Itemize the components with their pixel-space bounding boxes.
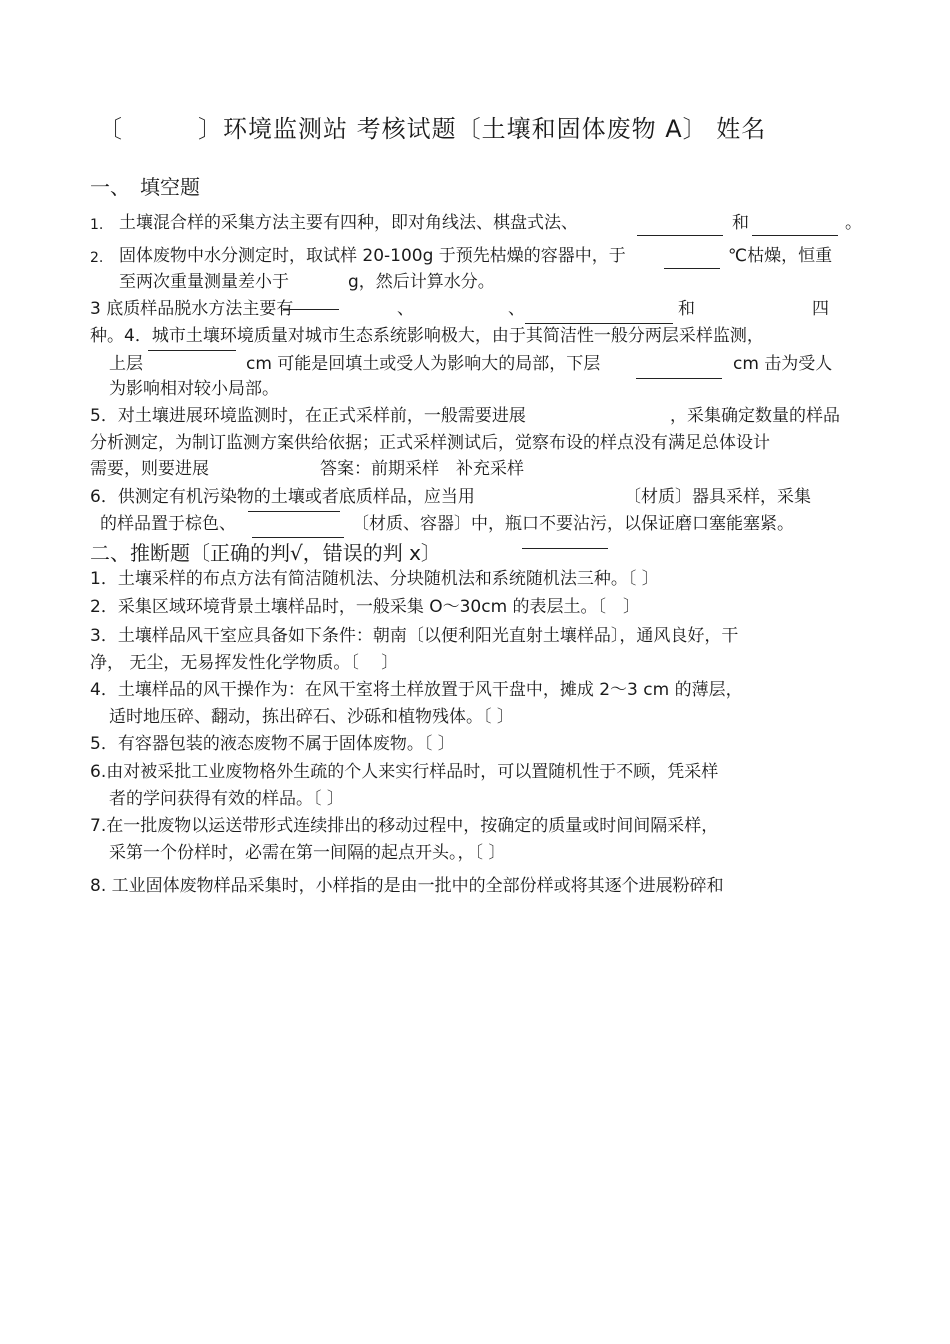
q5-line3a: 需要，则要进展 — [90, 459, 209, 479]
q6-blank-2 — [252, 537, 344, 538]
q1-text: 土壤混合样的采集方法主要有四种，即对角线法、棋盘式法、 — [119, 213, 578, 233]
q1-end: 。 — [845, 213, 862, 233]
q5-line2: 分析测定，为制订监测方案供给依据；正式采样测试后，觉察布设的样点没有满足总体设计 — [90, 433, 770, 453]
q6-line2a: 的样品置于棕色、 — [100, 514, 236, 534]
q4-line1: 种。4．城市土壤环境质量对城市生态系统影响极大，由于其简洁性一般分两层采样监测， — [90, 326, 764, 346]
page-title: 〔 〕环境监测站 考核试题〔土壤和固体废物 A〕 姓名 — [98, 115, 767, 143]
q4-line2a: 上层 — [109, 354, 143, 374]
q3-blank — [525, 323, 673, 324]
q6-blank-1 — [248, 511, 340, 512]
q1-blank-2 — [752, 235, 838, 236]
q5-line1a: 5．对土壤进展环境监测时，在正式采样前，一般需要进展 — [90, 406, 526, 426]
q2-line2b: g，然后计算水分。 — [348, 272, 495, 292]
judge-item-6-line1: 6.由对被采批工业废物格外生疏的个人来实行样品时，可以置随机性于不顾，凭采样 — [90, 762, 719, 782]
q2-number: 2. — [90, 250, 104, 266]
q5-line1b: ，采集确定数量的样品 — [670, 406, 840, 426]
q3-he: 和 — [678, 299, 695, 319]
q4-blank-2 — [636, 378, 722, 379]
judge-item-4-line2: 适时地压碎、翻动，拣出碎石、沙砾和植物残体。〔 〕 — [109, 707, 514, 727]
judge-item-7-line2: 采第一个份样时，必需在第一间隔的起点开头。，〔 〕 — [109, 843, 506, 863]
judge-item-5: 5．有容器包装的液态废物不属于固体废物。〔 〕 — [90, 734, 455, 754]
section1-heading: 一、 填空题 — [90, 175, 200, 199]
q1-blank-1 — [637, 235, 723, 236]
q4-line2c: cm 击为受人 — [733, 354, 833, 374]
q1-he: 和 — [732, 213, 749, 233]
q3-si: 四 — [812, 299, 829, 319]
q3-strike-line — [283, 309, 339, 310]
q6-line1a: 6．供测定有机污染物的土壤或者底质样品，应当用 — [90, 487, 475, 507]
judge-item-7-line1: 7.在一批废物以运送带形式连续排出的移动过程中，按确定的质量或时间间隔采样， — [90, 816, 719, 836]
judge-item-2: 2．采集区域环境背景土壤样品时，一般采集 O～30cm 的表层土。〔 〕 — [90, 597, 641, 617]
q1-number: 1. — [90, 217, 104, 233]
q4-blank-1 — [148, 350, 236, 351]
q2-line1a: 固体废物中水分测定时，取试样 20-100g 于预先枯燥的容器中，于 — [119, 246, 626, 266]
q2-blank-1 — [664, 268, 720, 269]
q4-line3: 为影响相对较小局部。 — [109, 379, 279, 399]
q3-text: 3 底质样品脱水方法主要有 — [90, 299, 294, 319]
q4-line2b: cm 可能是回填土或受人为影响大的局部，下层 — [246, 354, 601, 374]
q2-line1b: ℃枯燥，恒重 — [728, 246, 833, 266]
section2-heading: 二、推断题〔正确的判√，错误的判 x〕 — [90, 541, 441, 565]
q2-line2a: 至两次重量测量差小于 — [119, 272, 289, 292]
judge-item-8: 8. 工业固体废物样品采集时，小样指的是由一批中的全部份样或将其逐个进展粉碎和 — [90, 876, 724, 896]
q6-line1b: 〔材质〕器具采样，采集 — [624, 487, 811, 507]
judge-item-3-line2: 净， 无尘，无易挥发性化学物质。〔 〕 — [90, 653, 399, 673]
section2-stray-line — [522, 548, 608, 549]
q6-line2b: 〔材质、容器〕中，瓶口不要沾污，以保证磨口塞能塞紧。 — [352, 514, 794, 534]
judge-item-6-line2: 者的学问获得有效的样品。〔 〕 — [109, 789, 344, 809]
q3-dun-2: 、 — [508, 299, 525, 319]
q5-answer: 答案：前期采样 补充采样 — [320, 459, 524, 479]
judge-item-1: 1．土壤采样的布点方法有简洁随机法、分块随机法和系统随机法三种。〔 〕 — [90, 569, 659, 589]
judge-item-3-line1: 3．土壤样品风干室应具备如下条件：朝南〔以便利阳光直射土壤样品〕，通风良好，干 — [90, 626, 739, 646]
judge-item-4-line1: 4．土壤样品的风干操作为：在风干室将土样放置于风干盘中，摊成 2～3 cm 的薄层， — [90, 680, 743, 700]
q3-dun-1: 、 — [397, 299, 414, 319]
